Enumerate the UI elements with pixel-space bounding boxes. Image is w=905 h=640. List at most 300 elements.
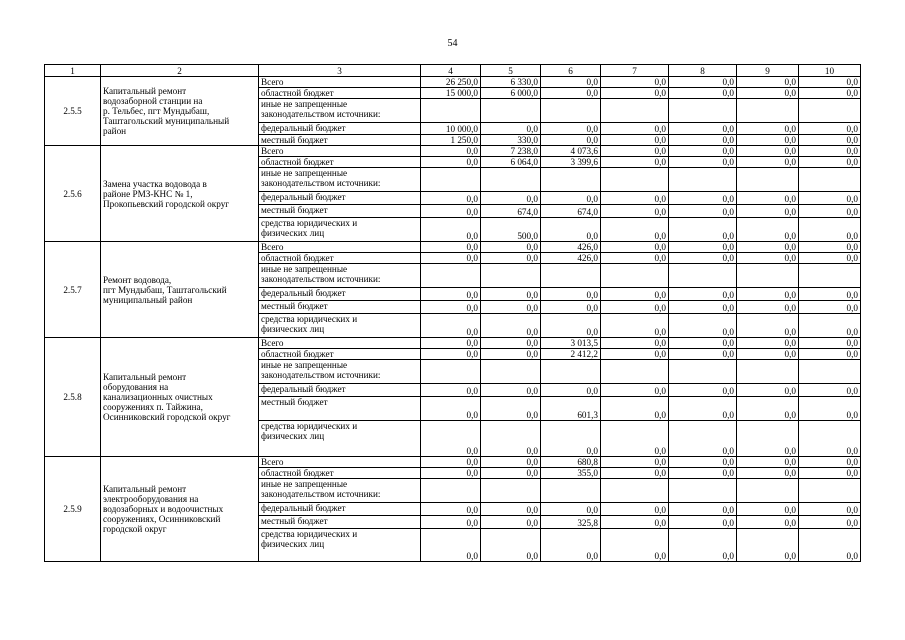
value-cell xyxy=(541,479,601,503)
value-cell: 0,0 xyxy=(421,146,481,157)
value-cell: 0,0 xyxy=(421,384,481,397)
value-cell: 0,0 xyxy=(601,192,669,205)
row-name xyxy=(101,146,259,242)
source-label: Всего xyxy=(259,338,421,349)
value-cell: 601,3 xyxy=(541,397,601,421)
value-cell: 0,0 xyxy=(737,192,799,205)
row-code: 2.5.5 xyxy=(45,77,101,146)
value-cell: 0,0 xyxy=(669,288,737,301)
value-cell xyxy=(737,479,799,503)
value-cell: 0,0 xyxy=(601,135,669,146)
table-row xyxy=(45,242,861,253)
value-cell: 0,0 xyxy=(481,503,541,516)
value-cell: 0,0 xyxy=(421,205,481,218)
value-cell: 0,0 xyxy=(799,314,861,338)
value-cell: 0,0 xyxy=(421,529,481,562)
value-cell: 0,0 xyxy=(541,218,601,242)
value-cell: 3 399,6 xyxy=(541,157,601,168)
value-cell: 0,0 xyxy=(601,77,669,88)
value-cell: 0,0 xyxy=(421,468,481,479)
value-cell: 0,0 xyxy=(737,123,799,135)
row-name-line: район xyxy=(103,126,127,136)
value-cell: 0,0 xyxy=(601,288,669,301)
value-cell: 0,0 xyxy=(669,242,737,253)
value-cell: 26 250,0 xyxy=(421,77,481,88)
value-cell: 1 250,0 xyxy=(421,135,481,146)
value-cell: 0,0 xyxy=(421,253,481,264)
value-cell: 0,0 xyxy=(799,349,861,360)
source-label: областной бюджет xyxy=(259,253,421,264)
value-cell: 0,0 xyxy=(737,288,799,301)
source-label: местный бюджет xyxy=(259,516,421,529)
row-name xyxy=(101,242,259,338)
budget-table xyxy=(44,64,861,562)
source-label-line: иные не запрещенные xyxy=(261,99,348,109)
value-cell: 0,0 xyxy=(421,288,481,301)
value-cell: 0,0 xyxy=(541,288,601,301)
source-label-line: средства юридических и xyxy=(261,218,358,228)
value-cell: 0,0 xyxy=(541,529,601,562)
source-label xyxy=(259,99,421,123)
value-cell: 0,0 xyxy=(669,205,737,218)
value-cell: 0,0 xyxy=(481,314,541,338)
value-cell: 7 238,0 xyxy=(481,146,541,157)
value-cell: 0,0 xyxy=(737,242,799,253)
value-cell: 0,0 xyxy=(541,192,601,205)
value-cell xyxy=(541,360,601,384)
value-cell: 0,0 xyxy=(799,288,861,301)
value-cell: 0,0 xyxy=(601,421,669,457)
value-cell: 0,0 xyxy=(737,516,799,529)
source-label: федеральный бюджет xyxy=(259,384,421,397)
value-cell: 6 000,0 xyxy=(481,88,541,99)
header-cell: 10 xyxy=(799,65,861,77)
value-cell: 0,0 xyxy=(799,516,861,529)
value-cell: 355,0 xyxy=(541,468,601,479)
value-cell: 0,0 xyxy=(737,205,799,218)
value-cell: 0,0 xyxy=(541,503,601,516)
value-cell: 0,0 xyxy=(799,77,861,88)
value-cell: 0,0 xyxy=(799,205,861,218)
value-cell: 0,0 xyxy=(541,384,601,397)
source-label-line: средства юридических и xyxy=(261,421,358,431)
value-cell: 680,8 xyxy=(541,457,601,468)
value-cell: 0,0 xyxy=(669,457,737,468)
header-cell: 2 xyxy=(101,65,259,77)
value-cell: 0,0 xyxy=(601,529,669,562)
value-cell xyxy=(421,99,481,123)
value-cell: 0,0 xyxy=(601,349,669,360)
value-cell: 0,0 xyxy=(481,384,541,397)
value-cell xyxy=(601,360,669,384)
value-cell: 0,0 xyxy=(737,384,799,397)
value-cell xyxy=(799,360,861,384)
source-label: Всего xyxy=(259,146,421,157)
value-cell: 0,0 xyxy=(737,218,799,242)
source-label: федеральный бюджет xyxy=(259,288,421,301)
value-cell: 0,0 xyxy=(799,146,861,157)
value-cell: 0,0 xyxy=(799,192,861,205)
value-cell: 0,0 xyxy=(669,516,737,529)
source-label-line: законодательством источники: xyxy=(261,370,381,380)
value-cell: 0,0 xyxy=(737,146,799,157)
value-cell: 0,0 xyxy=(799,384,861,397)
value-cell: 0,0 xyxy=(481,349,541,360)
value-cell xyxy=(481,168,541,192)
value-cell: 0,0 xyxy=(669,146,737,157)
value-cell: 3 013,5 xyxy=(541,338,601,349)
source-label xyxy=(259,529,421,562)
value-cell: 0,0 xyxy=(601,516,669,529)
source-label: местный бюджет xyxy=(259,135,421,146)
header-cell: 1 xyxy=(45,65,101,77)
source-label: Всего xyxy=(259,242,421,253)
value-cell: 0,0 xyxy=(481,288,541,301)
row-name-line: Замена участка водовода в xyxy=(103,178,207,189)
value-cell: 426,0 xyxy=(541,253,601,264)
source-label: областной бюджет xyxy=(259,349,421,360)
source-label-line: иные не запрещенные xyxy=(261,360,348,370)
row-name-line: сооружениях, Осинниковский xyxy=(103,514,221,524)
value-cell xyxy=(737,360,799,384)
value-cell: 0,0 xyxy=(669,384,737,397)
source-label-line: законодательством источники: xyxy=(261,109,381,119)
value-cell: 0,0 xyxy=(737,88,799,99)
value-cell xyxy=(601,479,669,503)
row-name-line: Прокопьевский городской округ xyxy=(103,198,230,209)
value-cell: 0,0 xyxy=(669,338,737,349)
value-cell: 500,0 xyxy=(481,218,541,242)
row-name xyxy=(101,338,259,457)
value-cell xyxy=(421,264,481,288)
source-label: местный бюджет xyxy=(259,397,421,421)
value-cell xyxy=(601,264,669,288)
value-cell: 0,0 xyxy=(541,88,601,99)
value-cell: 0,0 xyxy=(481,242,541,253)
value-cell: 674,0 xyxy=(541,205,601,218)
value-cell: 0,0 xyxy=(421,301,481,314)
value-cell: 0,0 xyxy=(799,123,861,135)
value-cell: 0,0 xyxy=(737,457,799,468)
value-cell: 0,0 xyxy=(601,457,669,468)
row-code: 2.5.8 xyxy=(45,338,101,457)
value-cell: 0,0 xyxy=(737,77,799,88)
value-cell: 0,0 xyxy=(737,421,799,457)
table-row xyxy=(45,77,861,88)
source-label xyxy=(259,360,421,384)
value-cell: 10 000,0 xyxy=(421,123,481,135)
value-cell: 0,0 xyxy=(737,503,799,516)
source-label-line: законодательством источники: xyxy=(261,274,381,284)
source-label: федеральный бюджет xyxy=(259,123,421,135)
row-name-line: пгт Мундыбаш, Таштагольский xyxy=(103,284,227,295)
value-cell: 0,0 xyxy=(737,529,799,562)
source-label: федеральный бюджет xyxy=(259,503,421,516)
value-cell: 0,0 xyxy=(601,157,669,168)
value-cell xyxy=(799,264,861,288)
row-name-line: Ремонт водовода, xyxy=(103,274,172,285)
table-row xyxy=(45,457,861,468)
value-cell xyxy=(737,99,799,123)
value-cell: 0,0 xyxy=(737,314,799,338)
row-name-line: Осинниковский городской округ xyxy=(103,412,231,422)
value-cell: 426,0 xyxy=(541,242,601,253)
value-cell: 0,0 xyxy=(669,157,737,168)
source-label-line: законодательством источники: xyxy=(261,178,381,188)
value-cell xyxy=(541,99,601,123)
value-cell: 6 330,0 xyxy=(481,77,541,88)
row-name-line: водозаборных и водоочистных xyxy=(103,504,224,514)
row-name-line: городской округ xyxy=(103,524,167,534)
value-cell: 0,0 xyxy=(541,301,601,314)
value-cell: 0,0 xyxy=(481,397,541,421)
value-cell: 0,0 xyxy=(421,157,481,168)
value-cell: 0,0 xyxy=(541,77,601,88)
value-cell: 0,0 xyxy=(669,503,737,516)
value-cell: 0,0 xyxy=(421,242,481,253)
value-cell: 0,0 xyxy=(669,135,737,146)
value-cell: 0,0 xyxy=(737,349,799,360)
source-label-line: законодательством источники: xyxy=(261,489,381,499)
row-name-line: оборудования на xyxy=(103,382,169,392)
source-label-line: иные не запрещенные xyxy=(261,264,348,274)
value-cell: 0,0 xyxy=(481,123,541,135)
value-cell: 0,0 xyxy=(601,253,669,264)
row-name-line: муниципальный район xyxy=(103,294,193,305)
source-label xyxy=(259,218,421,242)
header-cell: 5 xyxy=(481,65,541,77)
value-cell: 0,0 xyxy=(421,349,481,360)
value-cell: 0,0 xyxy=(669,218,737,242)
value-cell: 0,0 xyxy=(669,253,737,264)
value-cell: 4 073,6 xyxy=(541,146,601,157)
value-cell: 0,0 xyxy=(669,397,737,421)
value-cell: 0,0 xyxy=(669,421,737,457)
source-label xyxy=(259,479,421,503)
row-code: 2.5.6 xyxy=(45,146,101,242)
value-cell xyxy=(481,360,541,384)
value-cell: 0,0 xyxy=(541,421,601,457)
value-cell: 0,0 xyxy=(481,338,541,349)
value-cell xyxy=(737,168,799,192)
value-cell: 0,0 xyxy=(737,468,799,479)
value-cell xyxy=(799,479,861,503)
source-label-line: средства юридических и xyxy=(261,314,358,324)
source-label-line: физических лиц xyxy=(261,324,325,334)
value-cell: 0,0 xyxy=(481,421,541,457)
value-cell: 2 412,2 xyxy=(541,349,601,360)
page-number: 54 xyxy=(447,38,458,49)
row-name-line: Капитальный ремонт xyxy=(103,86,187,96)
row-name-line: канализационных очистных xyxy=(103,392,213,402)
value-cell: 15 000,0 xyxy=(421,88,481,99)
value-cell xyxy=(541,264,601,288)
row-code: 2.5.7 xyxy=(45,242,101,338)
value-cell: 0,0 xyxy=(737,397,799,421)
value-cell: 0,0 xyxy=(799,503,861,516)
value-cell: 6 064,0 xyxy=(481,157,541,168)
value-cell: 0,0 xyxy=(799,529,861,562)
row-name-line: Капитальный ремонт xyxy=(103,484,187,494)
value-cell: 0,0 xyxy=(601,218,669,242)
value-cell: 0,0 xyxy=(421,314,481,338)
row-name-line: районе РМЗ-КНС № 1, xyxy=(103,188,193,199)
source-label-line: физических лиц xyxy=(261,539,325,549)
value-cell: 0,0 xyxy=(737,253,799,264)
row-name-line: электрооборудования на xyxy=(103,494,199,504)
value-cell: 0,0 xyxy=(481,192,541,205)
value-cell: 330,0 xyxy=(481,135,541,146)
value-cell: 0,0 xyxy=(481,457,541,468)
value-cell xyxy=(799,99,861,123)
header-cell: 8 xyxy=(669,65,737,77)
value-cell: 0,0 xyxy=(601,503,669,516)
source-label-line: физических лиц xyxy=(261,431,325,441)
value-cell: 0,0 xyxy=(541,135,601,146)
value-cell: 0,0 xyxy=(799,88,861,99)
source-label-line: иные не запрещенные xyxy=(261,479,348,489)
header-cell: 9 xyxy=(737,65,799,77)
value-cell xyxy=(669,360,737,384)
table-body xyxy=(45,65,861,562)
value-cell: 0,0 xyxy=(799,397,861,421)
source-label: федеральный бюджет xyxy=(259,192,421,205)
value-cell xyxy=(481,264,541,288)
table-row xyxy=(45,146,861,157)
value-cell: 0,0 xyxy=(601,242,669,253)
row-name-line: сооружениях п. Тайжина, xyxy=(103,402,203,412)
value-cell: 0,0 xyxy=(669,468,737,479)
value-cell: 0,0 xyxy=(669,123,737,135)
value-cell: 0,0 xyxy=(799,421,861,457)
value-cell: 0,0 xyxy=(799,338,861,349)
value-cell: 0,0 xyxy=(737,157,799,168)
value-cell: 0,0 xyxy=(799,218,861,242)
source-label-line: физических лиц xyxy=(261,228,325,238)
value-cell xyxy=(601,99,669,123)
value-cell: 0,0 xyxy=(799,457,861,468)
value-cell: 325,8 xyxy=(541,516,601,529)
value-cell: 0,0 xyxy=(421,338,481,349)
value-cell: 0,0 xyxy=(481,516,541,529)
value-cell: 0,0 xyxy=(601,468,669,479)
value-cell: 0,0 xyxy=(601,123,669,135)
header-cell: 4 xyxy=(421,65,481,77)
source-label xyxy=(259,168,421,192)
source-label: областной бюджет xyxy=(259,468,421,479)
value-cell: 0,0 xyxy=(481,529,541,562)
row-name-line: Капитальный ремонт xyxy=(103,372,187,382)
value-cell: 0,0 xyxy=(421,421,481,457)
value-cell: 0,0 xyxy=(799,242,861,253)
source-label xyxy=(259,421,421,457)
value-cell xyxy=(669,168,737,192)
source-label-line: иные не запрещенные xyxy=(261,168,348,178)
row-name-line: Таштагольский муниципальный xyxy=(103,116,230,126)
value-cell: 0,0 xyxy=(737,135,799,146)
value-cell xyxy=(481,99,541,123)
header-cell: 7 xyxy=(601,65,669,77)
value-cell xyxy=(481,479,541,503)
value-cell: 0,0 xyxy=(481,253,541,264)
value-cell: 0,0 xyxy=(481,301,541,314)
value-cell: 0,0 xyxy=(669,88,737,99)
source-label xyxy=(259,314,421,338)
source-label: областной бюджет xyxy=(259,157,421,168)
value-cell: 0,0 xyxy=(601,338,669,349)
value-cell: 0,0 xyxy=(541,314,601,338)
row-name xyxy=(101,77,259,146)
row-code: 2.5.9 xyxy=(45,457,101,562)
source-label: местный бюджет xyxy=(259,205,421,218)
value-cell: 0,0 xyxy=(481,468,541,479)
header-cell: 6 xyxy=(541,65,601,77)
value-cell: 0,0 xyxy=(421,397,481,421)
header-cell: 3 xyxy=(259,65,421,77)
value-cell: 0,0 xyxy=(601,384,669,397)
value-cell: 0,0 xyxy=(799,468,861,479)
value-cell xyxy=(737,264,799,288)
value-cell: 0,0 xyxy=(799,135,861,146)
value-cell: 0,0 xyxy=(421,516,481,529)
value-cell: 0,0 xyxy=(421,192,481,205)
value-cell xyxy=(669,479,737,503)
value-cell xyxy=(799,168,861,192)
value-cell: 0,0 xyxy=(737,338,799,349)
source-label: местный бюджет xyxy=(259,301,421,314)
row-name-line: водозаборной станции на xyxy=(103,96,203,106)
source-label xyxy=(259,264,421,288)
value-cell: 0,0 xyxy=(601,146,669,157)
source-label: областной бюджет xyxy=(259,88,421,99)
value-cell: 0,0 xyxy=(669,529,737,562)
value-cell: 674,0 xyxy=(481,205,541,218)
value-cell xyxy=(601,168,669,192)
value-cell xyxy=(541,168,601,192)
value-cell: 0,0 xyxy=(601,301,669,314)
value-cell: 0,0 xyxy=(669,301,737,314)
value-cell: 0,0 xyxy=(799,253,861,264)
value-cell: 0,0 xyxy=(421,503,481,516)
value-cell: 0,0 xyxy=(601,397,669,421)
value-cell xyxy=(669,264,737,288)
value-cell: 0,0 xyxy=(799,157,861,168)
header-row xyxy=(45,65,861,77)
value-cell: 0,0 xyxy=(601,88,669,99)
row-name-line: р. Тельбес, пгт Мундыбаш, xyxy=(103,106,210,116)
value-cell: 0,0 xyxy=(601,205,669,218)
value-cell xyxy=(421,360,481,384)
row-name xyxy=(101,457,259,562)
value-cell: 0,0 xyxy=(669,314,737,338)
value-cell xyxy=(421,168,481,192)
value-cell: 0,0 xyxy=(421,218,481,242)
value-cell: 0,0 xyxy=(669,77,737,88)
value-cell: 0,0 xyxy=(737,301,799,314)
table-row xyxy=(45,338,861,349)
value-cell xyxy=(421,479,481,503)
value-cell xyxy=(669,99,737,123)
value-cell: 0,0 xyxy=(669,349,737,360)
value-cell: 0,0 xyxy=(541,123,601,135)
source-label: Всего xyxy=(259,77,421,88)
value-cell: 0,0 xyxy=(601,314,669,338)
value-cell: 0,0 xyxy=(799,301,861,314)
source-label-line: средства юридических и xyxy=(261,529,358,539)
source-label: Всего xyxy=(259,457,421,468)
value-cell: 0,0 xyxy=(669,192,737,205)
value-cell: 0,0 xyxy=(421,457,481,468)
